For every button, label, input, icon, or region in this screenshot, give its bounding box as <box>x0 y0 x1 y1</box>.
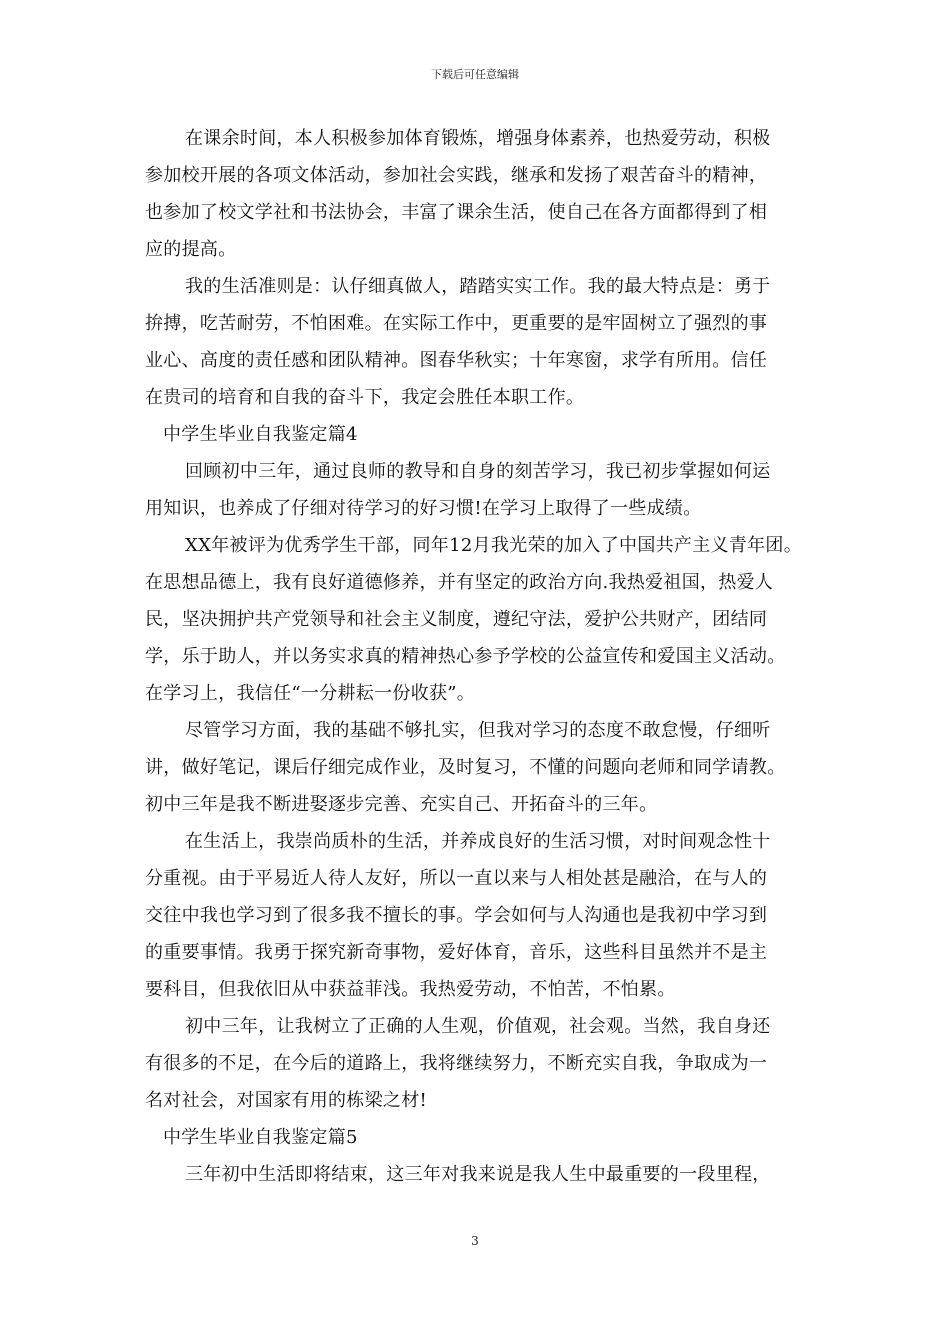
paragraph-line: 三年初中生活即将结束，这三年对我来说是我人生中最重要的一段里程， <box>185 1164 771 1185</box>
paragraph-line: 回顾初中三年，通过良师的教导和自身的刻苦学习，我已初步掌握如何运 <box>185 461 771 482</box>
paragraph-line: 学，乐于助人，并以务实求真的精神热心参予学校的公益宣传和爱国主义活动。 <box>145 646 786 667</box>
paragraph-line: 在思想品德上，我有良好道德修养，并有坚定的政治方向.我热爱祖国，热爱人 <box>145 572 774 593</box>
paragraph-line: 民，坚决拥护共产党领导和社会主义制度，遵纪守法，爱护公共财产，团结同 <box>145 609 768 630</box>
document-body <box>145 124 810 1197</box>
paragraph-line: 名对社会，对国家有用的栋梁之材! <box>145 1090 428 1111</box>
paragraph-line: 在学习上，我信任“一分耕耘一份收获”。 <box>145 683 476 704</box>
paragraph-line: 初中三年是我不断进娶逐步完善、充实自己、开拓奋斗的三年。 <box>145 794 658 815</box>
paragraph-line: 应的提高。 <box>145 239 237 260</box>
paragraph-line: 要科目，但我依旧从中获益菲浅。我热爱劳动，不怕苦，不怕累。 <box>145 979 676 1000</box>
paragraph-line: 也参加了校文学社和书法协会，丰富了课余生活，使自己在各方面都得到了相 <box>145 202 768 223</box>
paragraph-line: 业心、高度的责任感和团队精神。图春华秋实；十年寒窗，求学有所用。信任 <box>145 350 768 371</box>
paragraph-line: 讲，做好笔记，课后仔细完成作业，及时复习，不懂的问题向老师和同学请教。 <box>145 757 786 778</box>
paragraph-line: 在课余时间，本人积极参加体育锻炼，增强身体素养，也热爱劳动，积极 <box>185 128 771 149</box>
paragraph-line: 参加校开展的各项文体活动，参加社会实践，继承和发扬了艰苦奋斗的精神， <box>145 165 768 186</box>
section-heading: 中学生毕业自我鉴定篇4 <box>163 424 358 445</box>
paragraph-line: 拚搏，吃苦耐劳，不怕困难。在实际工作中，更重要的是牢固树立了强烈的事 <box>145 313 768 334</box>
page-header: 下载后可任意编辑 <box>431 68 519 81</box>
page-number: 3 <box>471 1234 479 1248</box>
paragraph-line: 我的生活准则是：认仔细真做人，踏踏实实工作。我的最大特点是：勇于 <box>185 276 771 297</box>
paragraph-line: 初中三年，让我树立了正确的人生观，价值观，社会观。当然，我自身还 <box>185 1016 771 1037</box>
paragraph-line: 分重视。由于平易近人待人友好，所以一直以来与人相处甚是融洽，在与人的 <box>145 868 768 889</box>
paragraph-line: 有很多的不足，在今后的道路上，我将继续努力，不断充实自我，争取成为一 <box>145 1053 768 1074</box>
paragraph-line: XX年被评为优秀学生干部，同年12月我光荣的加入了中国共产主义青年团。 <box>185 535 803 556</box>
section-heading: 中学生毕业自我鉴定篇5 <box>163 1127 358 1148</box>
paragraph-line: 在生活上，我崇尚质朴的生活，并养成良好的生活习惯，对时间观念性十 <box>185 831 771 852</box>
paragraph-line: 的重要事情。我勇于探究新奇事物，爱好体育，音乐，这些科目虽然并不是主 <box>145 942 768 963</box>
paragraph-line: 用知识，也养成了仔细对待学习的好习惯!在学习上取得了一些成绩。 <box>145 498 702 519</box>
paragraph-line: 尽管学习方面，我的基础不够扎实，但我对学习的态度不敢怠慢，仔细听 <box>185 720 771 741</box>
paragraph-line: 在贵司的培育和自我的奋斗下，我定会胜任本职工作。 <box>145 387 585 408</box>
paragraph-line: 交往中我也学习到了很多我不擅长的事。学会如何与人沟通也是我初中学习到 <box>145 905 768 926</box>
